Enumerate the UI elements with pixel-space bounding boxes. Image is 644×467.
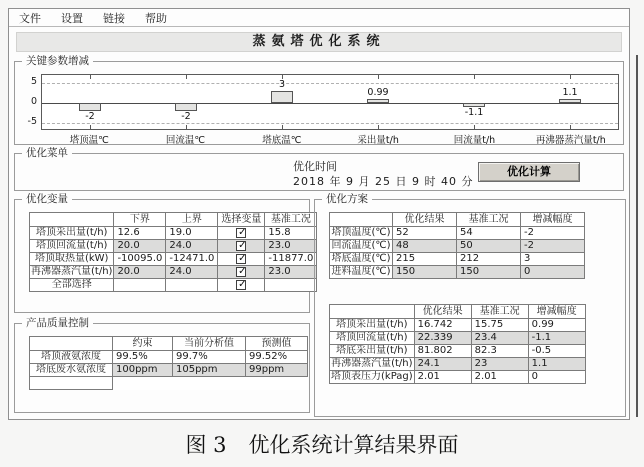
header-upper: 上界	[166, 213, 218, 227]
y-tick-5: 5	[30, 76, 37, 87]
cell-base: 23	[471, 358, 528, 371]
header-blank	[330, 305, 415, 319]
cell-constraint: 99.5%	[113, 351, 173, 364]
figure-number: 图 3	[185, 433, 227, 457]
cell-delta: 0	[521, 266, 585, 279]
optimize-calc-button[interactable]: 优化计算	[478, 162, 580, 182]
row-label: 塔顶回流量(t/h)	[30, 240, 114, 253]
cell-delta: -0.5	[528, 345, 585, 358]
row-label: 塔顶表压力(kPag)	[331, 371, 413, 382]
cell-delta: 0.99	[528, 319, 585, 332]
cell-result: 215	[393, 253, 457, 266]
cell-result: 150	[393, 266, 457, 279]
opt-menu-groupbox	[14, 147, 624, 191]
table-row	[330, 371, 586, 384]
table-row	[30, 253, 317, 266]
cell-base: 82.3	[471, 345, 528, 358]
table-header-row	[30, 213, 317, 227]
table-row	[330, 266, 585, 279]
row-label: 塔底废水氨浓度	[30, 364, 113, 377]
header-predicted: 预测值	[246, 337, 308, 351]
table-header-row	[330, 305, 586, 319]
figure-title: 优化系统计算结果界面	[248, 433, 459, 457]
select-checkbox[interactable]	[236, 267, 246, 277]
row-label: 塔顶采出量(t/h)	[330, 319, 415, 332]
cell-current: 105ppm	[173, 364, 246, 377]
bar-group-reflux-flow	[426, 75, 522, 129]
bar-value-label: -1.1	[464, 107, 484, 119]
cell-lower: 20.0	[114, 240, 166, 253]
opt-plan-groupbox	[314, 193, 626, 417]
header-base: 基准工况	[265, 213, 317, 227]
cell-lower: 20.0	[114, 266, 166, 279]
header-current: 当前分析值	[173, 337, 246, 351]
bar-value-label: -2	[181, 111, 191, 122]
x-label: 再沸器蒸汽量t/h	[535, 135, 606, 146]
menu-settings[interactable]: 设置	[61, 11, 83, 25]
bar	[271, 91, 293, 103]
row-label: 进料温度(℃)	[331, 266, 391, 277]
table-header-row	[30, 337, 308, 351]
cell-base: 50	[457, 240, 521, 253]
cell-constraint: 100ppm	[113, 364, 173, 377]
cell-base: 23.0	[265, 240, 317, 253]
bar	[79, 103, 101, 111]
cell-current: 99.7%	[173, 351, 246, 364]
cell-delta: -1.1	[528, 332, 585, 345]
opt-time-label: 优化时间	[293, 160, 337, 173]
row-label-empty	[30, 377, 113, 390]
table-row	[30, 364, 308, 377]
cell-upper: 24.0	[166, 266, 218, 279]
cell-base: 2.01	[471, 371, 528, 384]
cell-base: 23.0	[265, 266, 317, 279]
cell-select	[218, 253, 265, 266]
scan-artifact-line	[636, 55, 638, 417]
table-row	[330, 358, 586, 371]
table-row	[30, 266, 317, 279]
header-blank	[30, 213, 114, 227]
cell-base: 150	[457, 266, 521, 279]
header-blank	[330, 213, 393, 227]
chart-groupbox	[14, 55, 624, 146]
table-row-select-all	[30, 279, 317, 292]
bar-value-label: 0.99	[367, 87, 389, 99]
row-label: 塔底温度(℃)	[331, 253, 391, 264]
row-label: 塔顶回流量(t/h)	[330, 332, 415, 345]
header-select: 选择变量	[218, 213, 265, 227]
x-axis-labels	[41, 132, 619, 146]
table-row	[330, 345, 586, 358]
bar	[559, 99, 581, 103]
bar-group-top-temp	[42, 75, 138, 129]
x-label: 采出量t/h	[357, 135, 399, 146]
cell-lower: -10095.0	[114, 253, 166, 266]
row-label: 塔顶温度(℃)	[331, 227, 391, 238]
bar-slots	[42, 75, 618, 129]
opt-plan-flows-table	[329, 304, 586, 384]
app-title: 蒸氨塔优化系统	[16, 32, 622, 52]
cell-result: 22.339	[414, 332, 471, 345]
cell-result: 16.742	[414, 319, 471, 332]
table-row	[330, 240, 585, 253]
product-quality-group-label: 产品质量控制	[22, 317, 93, 329]
row-label: 回流温度(℃)	[331, 240, 391, 251]
header-blank	[30, 337, 113, 351]
cell-select	[218, 227, 265, 240]
table-row	[30, 227, 317, 240]
table-row	[330, 227, 585, 240]
menu-bar	[9, 9, 629, 27]
table-row	[30, 240, 317, 253]
cell-delta: -2	[521, 227, 585, 240]
y-tick-m5: -5	[27, 116, 37, 127]
bar	[463, 103, 485, 107]
cell-upper	[166, 279, 218, 292]
cell-base: 15.75	[471, 319, 528, 332]
opt-plan-group-label: 优化方案	[322, 193, 372, 205]
table-row	[30, 351, 308, 364]
cell-predicted: 99ppm	[246, 364, 308, 377]
table-row	[330, 332, 586, 345]
bar	[367, 99, 389, 103]
opt-plan-temps-table	[329, 212, 585, 279]
figure-caption	[0, 429, 644, 459]
header-delta: 增减幅度	[528, 305, 585, 319]
cell-select	[218, 240, 265, 253]
cell-delta: 1.1	[528, 358, 585, 371]
menu-file[interactable]: 文件	[19, 11, 41, 25]
x-label: 回流量t/h	[453, 135, 496, 146]
cell-base: 212	[457, 253, 521, 266]
cell-select	[218, 266, 265, 279]
row-label: 再沸器蒸汽量(t/h)	[31, 266, 113, 277]
bar-group-bottom-temp	[234, 75, 330, 129]
x-label: 塔底温℃	[262, 135, 302, 146]
y-tick-0: 0	[30, 96, 37, 107]
x-label: 塔顶温℃	[69, 135, 109, 146]
menu-help[interactable]: 帮助	[145, 11, 167, 25]
select-checkbox[interactable]	[236, 228, 246, 238]
header-constraint: 约束	[113, 337, 173, 351]
cell-upper: 19.0	[166, 227, 218, 240]
header-base: 基准工况	[457, 213, 521, 227]
table-header-row	[330, 213, 585, 227]
cell-base: -11877.0	[265, 253, 317, 266]
opt-variables-group-label: 优化变量	[22, 193, 72, 205]
cell-upper: -12471.0	[166, 253, 218, 266]
bar	[175, 103, 197, 111]
cell-base: 23.4	[471, 332, 528, 345]
table-row	[330, 253, 585, 266]
table-row	[330, 319, 586, 332]
select-checkbox[interactable]	[236, 241, 246, 251]
row-label: 塔底采出量(t/h)	[330, 345, 415, 358]
cell-result: 52	[393, 227, 457, 240]
cell-base: 15.8	[265, 227, 317, 240]
cell-result: 24.1	[414, 358, 471, 371]
opt-variables-table	[29, 212, 317, 292]
row-label: 塔顶采出量(t/h)	[30, 227, 114, 240]
cell-predicted: 99.52%	[246, 351, 308, 364]
bar-value-label: 1.1	[562, 86, 578, 98]
bar-group-drawoff	[330, 75, 426, 129]
header-delta: 增减幅度	[521, 213, 585, 227]
opt-time-value: 2018 年 9 月 25 日 9 时 40 分	[293, 175, 474, 188]
cell-select	[218, 279, 265, 292]
cell-base	[265, 279, 317, 292]
product-quality-table	[29, 336, 308, 390]
table-row-empty	[30, 377, 308, 390]
header-result: 优化结果	[414, 305, 471, 319]
row-label: 塔顶液氨浓度	[30, 351, 113, 364]
cell-lower: 12.6	[114, 227, 166, 240]
cell-delta: 3	[521, 253, 585, 266]
cell-base: 54	[457, 227, 521, 240]
bar-chart-plot	[41, 74, 619, 130]
cell-lower	[114, 279, 166, 292]
cell-result: 2.01	[414, 371, 471, 384]
cell-result: 48	[393, 240, 457, 253]
header-base: 基准工况	[471, 305, 528, 319]
select-all-checkbox[interactable]	[236, 280, 246, 290]
cell-upper: 24.0	[166, 240, 218, 253]
product-quality-groupbox	[14, 317, 310, 413]
row-label: 全部选择	[30, 279, 114, 292]
select-checkbox[interactable]	[236, 254, 246, 264]
cell-delta: 0	[528, 371, 585, 384]
cell-delta: -2	[521, 240, 585, 253]
row-label: 塔顶取热量(kW)	[30, 253, 114, 266]
opt-variables-groupbox	[14, 193, 314, 313]
row-label: 再沸器蒸汽量(t/h)	[331, 358, 413, 369]
bar-group-reboiler-steam	[522, 75, 618, 129]
header-lower: 下界	[114, 213, 166, 227]
header-result: 优化结果	[393, 213, 457, 227]
bar-value-label: -2	[85, 111, 95, 122]
app-window	[8, 8, 630, 420]
chart-group-label: 关键参数增减	[22, 55, 93, 67]
x-label: 回流温℃	[165, 135, 206, 146]
menu-link[interactable]: 链接	[103, 11, 125, 25]
opt-menu-group-label: 优化菜单	[22, 147, 72, 159]
bar-group-reflux-temp	[138, 75, 234, 129]
cell-result: 81.802	[414, 345, 471, 358]
bar-value-label: 3	[278, 79, 286, 90]
